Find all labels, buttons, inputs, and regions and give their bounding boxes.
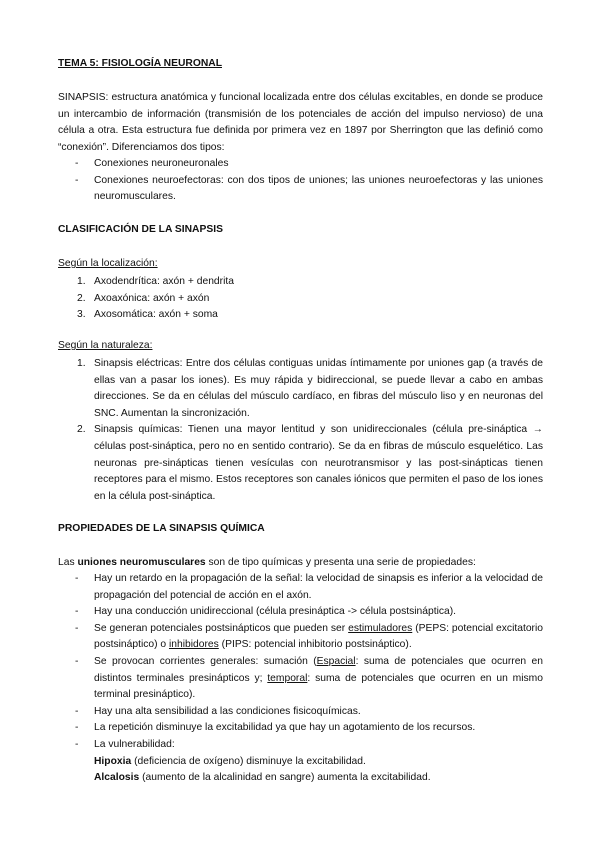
list-item [58,704,543,721]
list-item [58,356,543,422]
underlined-term: Espacial [316,655,356,667]
list-item-text: Sinapsis eléctricas: Entre dos células contiguas unidas íntimamente por uniones gap (a través de ellas van a pasar los iones). Es muy rápida y bidireccional, se puede llevar a cabo en ambas direcciones. Se da en células del músculo cardíaco, en fibras del músculo liso y en neuronas del SNC. Aumentan la sincronización. [94,358,543,419]
list-item [58,156,543,173]
item-number: 1. [77,358,86,369]
list-item-text: (deficiencia de oxígeno) disminuye la excitabilidad. [131,755,366,767]
localizacion-heading-text: Según la localización: [58,258,158,269]
naturaleza-list [58,356,543,505]
item-number: 3. [77,309,86,321]
item-number: 1. [77,276,86,287]
clasificacion-heading: CLASIFICACIÓN DE LA SINAPSIS [58,224,223,235]
list-item-text: Axodendrítica: axón + dendrita [94,276,234,287]
list-item-text: Hay una alta sensibilidad a las condiciones fisicoquímicas. [94,705,361,717]
list-item [58,621,543,654]
list-item [58,604,543,621]
bold-term: Hipoxia [94,755,132,767]
bullet-marker: - [75,622,79,634]
list-item-text: : suma de potenciales que ocurren en distintos terminales presinápticos y; [94,655,543,684]
naturaleza-heading [58,340,152,351]
list-item [58,737,543,787]
list-item [58,173,543,206]
list-item [58,307,543,324]
page-title: TEMA 5: FISIOLOGÍA NEURONAL [58,58,222,69]
underlined-term: temporal [267,672,308,684]
item-number: 2. [77,292,86,304]
bullet-marker: - [75,573,79,584]
bullet-marker: - [75,655,79,667]
list-item-text: (PIPS: potencial inhibitorio postsináptico). [218,639,412,651]
list-item-text: Se generan potenciales postsinápticos que pueden ser [94,622,349,634]
bullet-marker: - [75,738,79,750]
list-item-text: (PEPS: potencial excitatorio postsináptico) o [94,622,543,651]
list-item [58,422,543,505]
intro-bold-text: uniones neuromusculares [77,557,206,568]
bullet-marker: - [75,722,79,734]
propiedades-intro [58,555,543,572]
bold-term: Alcalosis [94,772,140,784]
propiedades-list [58,571,543,787]
list-item [58,654,543,704]
localizacion-list [58,274,543,324]
bullet-marker: - [75,158,79,169]
underlined-term: estimuladores [348,622,413,634]
intro-text: Las [58,557,78,568]
list-item-text: Axosomática: axón + soma [94,309,218,321]
list-item-text: Axoaxónica: axón + axón [94,292,210,304]
list-item-text: La repetición disminuye la excitabilidad ya que hay un agotamiento de los recursos. [94,722,476,734]
list-item [58,720,543,737]
bullet-marker: - [75,606,79,618]
list-item-text: Hay un retardo en la propagación de la señal: la velocidad de sinapsis es inferior a la velocidad de propagación del potencial de acción en el axón. [94,573,543,601]
list-item-text: (aumento de la alcalinidad en sangre) aumenta la excitabilidad. [139,772,431,784]
list-item-text: Sinapsis químicas: Tienen una mayor lentitud y son unidireccionales (célula pre-sináptica → células post-sináptica, pero no en sentido contrario). Se da en fibras de músculo esquelético. Las neuronas pre-sinápticas tienen vesículas con neurotransmisor y las post-sinápticas tienen receptores para el mismo. Estos receptores son canales iónicos que permiten el paso de los iones en la célula post-sináptica. [94,424,543,502]
list-item-text: Conexiones neuroneuronales [94,158,229,169]
intro-text: son de tipo químicas y presenta una serie de propiedades: [205,557,476,568]
propiedades-heading: PROPIEDADES DE LA SINAPSIS QUÍMICA [58,523,265,534]
list-item [58,571,543,604]
localizacion-heading [58,258,158,269]
bullet-marker: - [75,174,79,186]
list-item-text: Hay una conducción unidireccional (célula presináptica -> célula postsináptica). [94,606,457,618]
list-item-text: Se provocan corrientes generales: sumación ( [94,655,317,667]
naturaleza-heading-text: Según la naturaleza: [58,340,153,351]
tipos-list [58,156,543,206]
list-item-text: Conexiones neuroefectoras: con dos tipos de uniones; las uniones neuroefectoras y las uniones neuromusculares. [94,174,543,203]
sinapsis-definition: SINAPSIS: estructura anatómica y funcional localizada entre dos células excitables, en donde se produce un intercambio de información (transmisión de los potenciales de acción del impulso nervioso) de una célula a otra. Esta estructura fue definida por primera vez en 1897 por Sherrington que las definió como “conexión”. Diferenciamos dos tipos: [58,92,543,153]
item-number: 2. [77,424,86,436]
list-item-text: : suma de potenciales que ocurren en un mismo terminal presináptico). [94,672,543,701]
bullet-marker: - [75,705,79,717]
list-item [58,291,543,308]
underlined-term: inhibidores [168,639,219,651]
list-item [58,274,543,291]
list-item-text: La vulnerabilidad: [94,738,175,750]
